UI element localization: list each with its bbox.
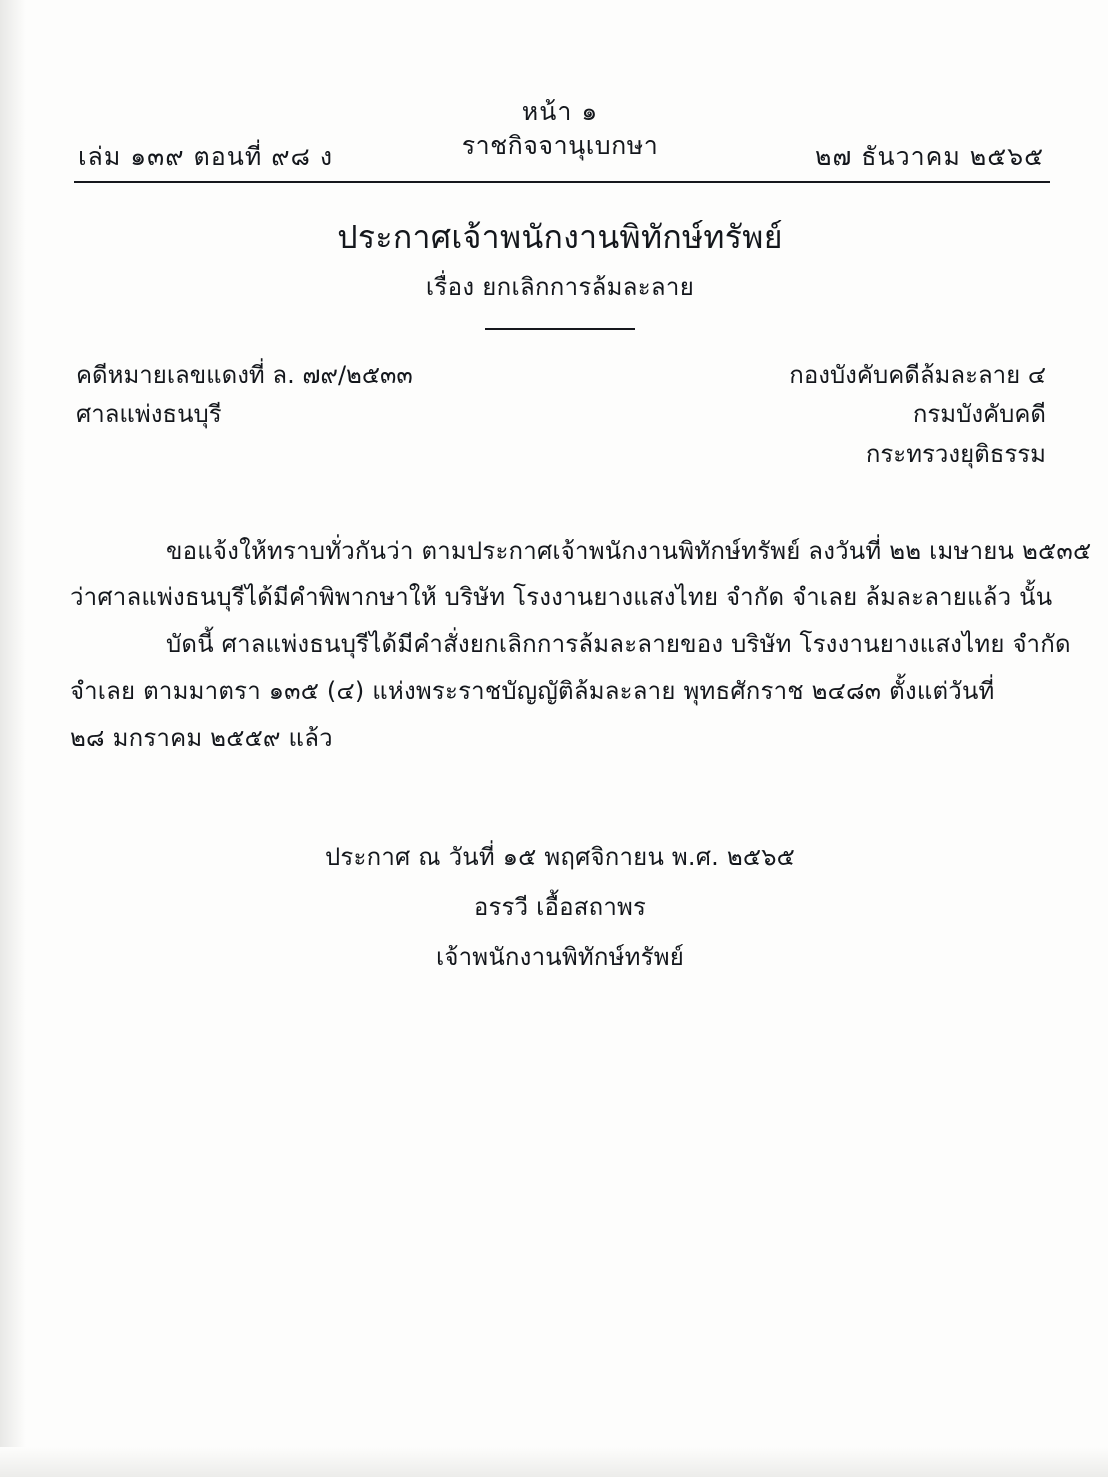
page-title: ประกาศเจ้าพนักงานพิทักษ์ทรัพย์ xyxy=(337,218,783,256)
office-department: กรมบังคับคดี xyxy=(912,400,1046,429)
title-divider xyxy=(485,328,635,330)
document-body xyxy=(70,528,1092,762)
scan-shadow-left xyxy=(0,0,26,1477)
signature-block xyxy=(70,832,1050,983)
body-paragraph-2-line-3: ๒๘ มกราคม ๒๕๕๙ แล้ว xyxy=(70,723,333,752)
body-paragraph-2-line-1: บัดนี้ ศาลแพ่งธนบุรีได้มีคำสั่งยกเลิกการล้มละลายของ บริษัท โรงงานยางแสงไทย จำกัด xyxy=(166,630,1071,659)
gazette-name: ราชกิจจานุเบกษา xyxy=(461,130,659,160)
court-name: ศาลแพ่งธนบุรี xyxy=(76,400,222,429)
volume-issue-label: เล่ม ๑๓๙ ตอนที่ ๙๘ ง xyxy=(78,142,334,171)
announcement-date: ประกาศ ณ วันที่ ๑๕ พฤศจิกายน พ.ศ. ๒๕๖๕ xyxy=(324,842,796,871)
body-paragraph-2-line-2: จำเลย ตามมาตรา ๑๓๕ (๔) แห่งพระราชบัญญัติล้มละลาย พุทธศักราช ๒๔๘๓ ตั้งแต่วันที่ xyxy=(70,676,995,705)
info-row xyxy=(70,356,1050,476)
body-paragraph-1-line-1: ขอแจ้งให้ทราบทั่วกันว่า ตามประกาศเจ้าพนักงานพิทักษ์ทรัพย์ ลงวันที่ ๒๒ เมษายน ๒๕๓๕ xyxy=(166,536,1092,565)
document-subject: เรื่อง ยกเลิกการล้มละลาย xyxy=(425,272,695,301)
document-content xyxy=(70,95,1092,983)
signatory-name: อรรวี เอื้อสถาพร xyxy=(473,892,647,921)
case-number: คดีหมายเลขแดงที่ ล. ๗๙/๒๕๓๓ xyxy=(76,360,413,389)
office-division: กองบังคับคดีล้มละลาย ๔ xyxy=(789,360,1046,389)
scan-shadow-bottom xyxy=(0,1447,1108,1477)
office-ministry: กระทรวงยุติธรรม xyxy=(865,439,1046,468)
title-block xyxy=(70,217,1050,330)
publication-date-label: ๒๗ ธันวาคม ๒๕๖๕ xyxy=(815,142,1044,171)
body-paragraph-1-line-2: ว่าศาลแพ่งธนบุรีได้มีคำพิพากษาให้ บริษัท โรงงานยางแสงไทย จำกัด จำเลย ล้มละลายแล้ว นั้น xyxy=(70,583,1053,612)
masthead-divider xyxy=(74,181,1050,183)
signatory-role: เจ้าพนักงานพิทักษ์ทรัพย์ xyxy=(435,943,685,972)
masthead xyxy=(70,95,1050,187)
office-info xyxy=(789,356,1046,475)
case-info xyxy=(76,356,413,435)
page-number-label: หน้า ๑ xyxy=(521,97,599,126)
